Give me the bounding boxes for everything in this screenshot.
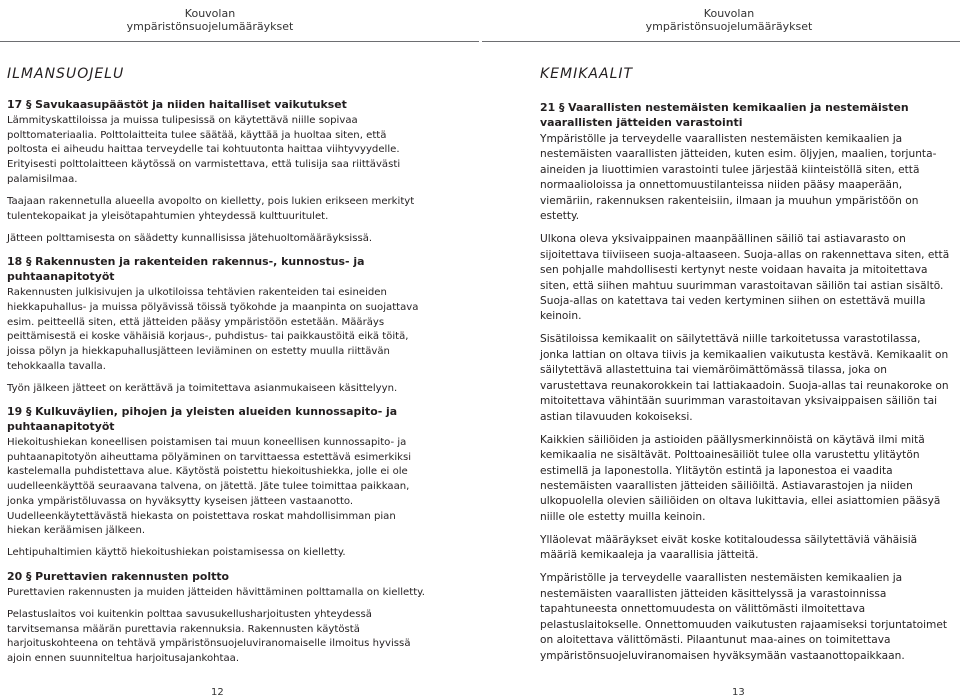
paragraph: Työn jälkeen jätteet on kerättävä ja toimitettava asianmukaiseen käsittelyyn. [7, 382, 398, 394]
heading-18: 18 § Rakennusten ja rakenteiden rakennus-, kunnostus- ja puhtaanapitotyöt [7, 255, 365, 284]
paragraph: Lehtipuhaltimien käyttö hiekoitushiekan poistamisessa on kielletty. [7, 547, 346, 559]
heading-17: 17 § Savukaasupäästöt ja niiden haitalliset vaikutukset [7, 98, 347, 111]
paragraph: Kaikkien säiliöiden ja astioiden päällysmerkinnöistä on käytävä ilmi mitä kemikaalia ne sisältävät. Polttoainesäiliöt tulee olla varustettu ylitäytön estimellä ja laponestolla. Ylitäytön estintä ja laponestoa ei vaadita nestemäisten vaarallisten jätteiden säiliöiltä. Astiavarastojen ja niiden ulkopuolella olevien säiliöiden on oltava lukittavia, ellei asiattomien pääsyä niille ole estetty muilla keinoin. [540, 433, 941, 523]
paragraph: Ylläolevat määräykset eivät koske kotitaloudessa säilytettäviä vähäisiä määriä kemikaaleja ja vaarallisia jätteitä. [540, 533, 918, 562]
paragraph: Jätteen polttamisesta on säädetty kunnallisissa jätehuoltomääräyksissä. [7, 232, 373, 244]
paragraph: Ympäristölle ja terveydelle vaarallisten nestemäisten kemikaalien ja nestemäisten vaarallisten jätteiden, kuten esim. öljyjen, maalien, torjunta-aineiden ja liuottimien varastointi tulee järjestää kiinteistöllä siten, että normaalioloissa ja onnettomuustilanteissa niiden pääsy maaperään, viemäriin, rakennuksen rakenteisiin, ilmaan ja muuhun ympäristöön on estetty. [540, 133, 937, 223]
heading-21: 21 § Vaarallisten nestemäisten kemikaalien ja nestemäisten vaarallisten jätteiden varastointi [540, 101, 909, 129]
header-line-2: ympäristönsuojelumääräykset [126, 20, 294, 33]
running-header-left [60, 7, 360, 33]
header-divider-right [482, 41, 960, 42]
heading-19: 19 § Kulkuväylien, pihojen ja yleisten alueiden kunnossapito- ja puhtaanapitotyöt [7, 405, 398, 434]
section-title-ilmansuojelu: ILMANSUOJELU [7, 66, 125, 82]
paragraph: Purettavien rakennusten ja muiden jätteiden hävittäminen polttamalla on kielletty. [7, 586, 425, 598]
paragraph: Ympäristölle ja terveydelle vaarallisten nestemäisten kemikaalien ja nestemäisten vaarallisten jätteiden käsittelyssä ja varastoinnissa tapahtuneesta onnettomuudesta on välittömästi ilmoitettava pelastuslaitokselle. Onnettomuuden vaikutusten rajaamiseksi torjuntatoimet on aloitettava välittömästi. Pilaantunut maa-aines on toimitettava ympäristönsuojeluviranomaisen hyväksymään vastaanottopaikkaan. [540, 572, 948, 662]
heading-20: 20 § Purettavien rakennusten poltto [7, 569, 230, 583]
header-line-1: Kouvolan [703, 7, 755, 20]
paragraph: Taajaan rakennetulla alueella avopolto on kielletty, pois lukien erikseen merkityt tulentekopaikat ja yleisötapahtumien yhteydessä kulttuuritulet. [7, 196, 415, 222]
left-column [7, 97, 427, 674]
paragraph: Sisätiloissa kemikaalit on säilytettävä niille tarkoitetussa varastotilassa, jonka lattian on oltava tiivis ja kemikaalien vaikutusta kestävä. Kemikaalit on säilytettävä allastettuina tai viemäröimättömässä tilassa, joka on varustettava reunakorokkein tai lattiakaadoin. Suoja-allas tai reunakoroke on mitoitettava vähintään suurimman varastoitavan yksivaippaisen säiliön tai astian tilavuuden kokoiseksi. [540, 333, 949, 423]
header-divider-left [0, 41, 479, 42]
running-header-right [579, 7, 879, 33]
page-number-right: 13 [732, 687, 745, 698]
right-column [540, 100, 950, 672]
paragraph: Ulkona oleva yksivaippainen maanpäällinen säiliö tai astiavarasto on sijoitettava tiiviiseen suoja-altaaseen. Suoja-allas on rakennettava siten, että sen pohjalle mahdollisesti kertynyt neste voidaan havaita ja mitoitettava siten, että siihen mahtuu suurimman varastoitavan säiliön tai astian sisältö. Suoja-allas on katettava tai veden kertyminen siihen on estettävä muilla keinoin. [540, 233, 950, 323]
header-line-2: ympäristönsuojelumääräykset [645, 20, 813, 33]
header-line-1: Kouvolan [184, 7, 236, 20]
paragraph: Rakennusten julkisivujen ja ulkotiloissa tehtävien rakenteiden tai esineiden hiekkapuhallus- ja muissa pölyävissä töissä työkohde ja maanpinta on suojattava esim. peitteellä siten, että jätteiden pääsy ympäristöön estetään. Määräys peittämisestä ei koske vähäisiä korjaus-, puhdistus- tai paikkaustöitä eikä töitä, joissa pölyn ja hiekkapuhallusjätteen leviäminen on estetty muulla riittävän tehokkaalla tavalla. [7, 287, 419, 372]
paragraph: Pelastuslaitos voi kuitenkin polttaa savusukellusharjoitusten yhteydessä tarvitsemansa määrän purettavia rakennuksia. Rakennusten käytöstä harjoituskohteena on tehtävä ympäristönsuojeluviranomaiselle ilmoitus hyvissä ajoin ennen suunniteltua harjoitusajankohtaa. [7, 608, 411, 664]
paragraph: Lämmityskattiloissa ja muissa tulipesissä on käytettävä niille sopivaa polttomateriaalia. Polttolaitteita tulee säätää, käyttää ja huoltaa siten, että poltosta ei aiheudu haittaa terveydelle tai kohtuutonta haittaa viihtyvyydelle. Erityisesti polttolaitteen käytössä on varmistettava, että tulisija saa riittävästi palamisilmaa. [7, 115, 401, 185]
section-title-kemikaalit: KEMIKAALIT [540, 66, 634, 82]
page-number-left: 12 [211, 687, 224, 698]
paragraph: Hiekoitushiekan koneellisen poistamisen tai muun koneellisen kunnossapito- ja puhtaanapitotyön aiheuttama pölyäminen on tarvittaessa estettävä esimerkiksi kastelemalla puhdistettava alue. Käytöstä poistettu hiekoitushiekka, jolle ei ole uudelleenkäyttöä seuraavana talvena, on jätettä. Jäte tulee toimittaa paikkaan, jonka ympäristöluvassa on hyväksytty kyseisen jätteen vastaanotto. Uudelleenkäytettävästä hiekasta on poistettava roskat mahdollisimman pian hiekan keräämisen jälkeen. [7, 437, 412, 537]
